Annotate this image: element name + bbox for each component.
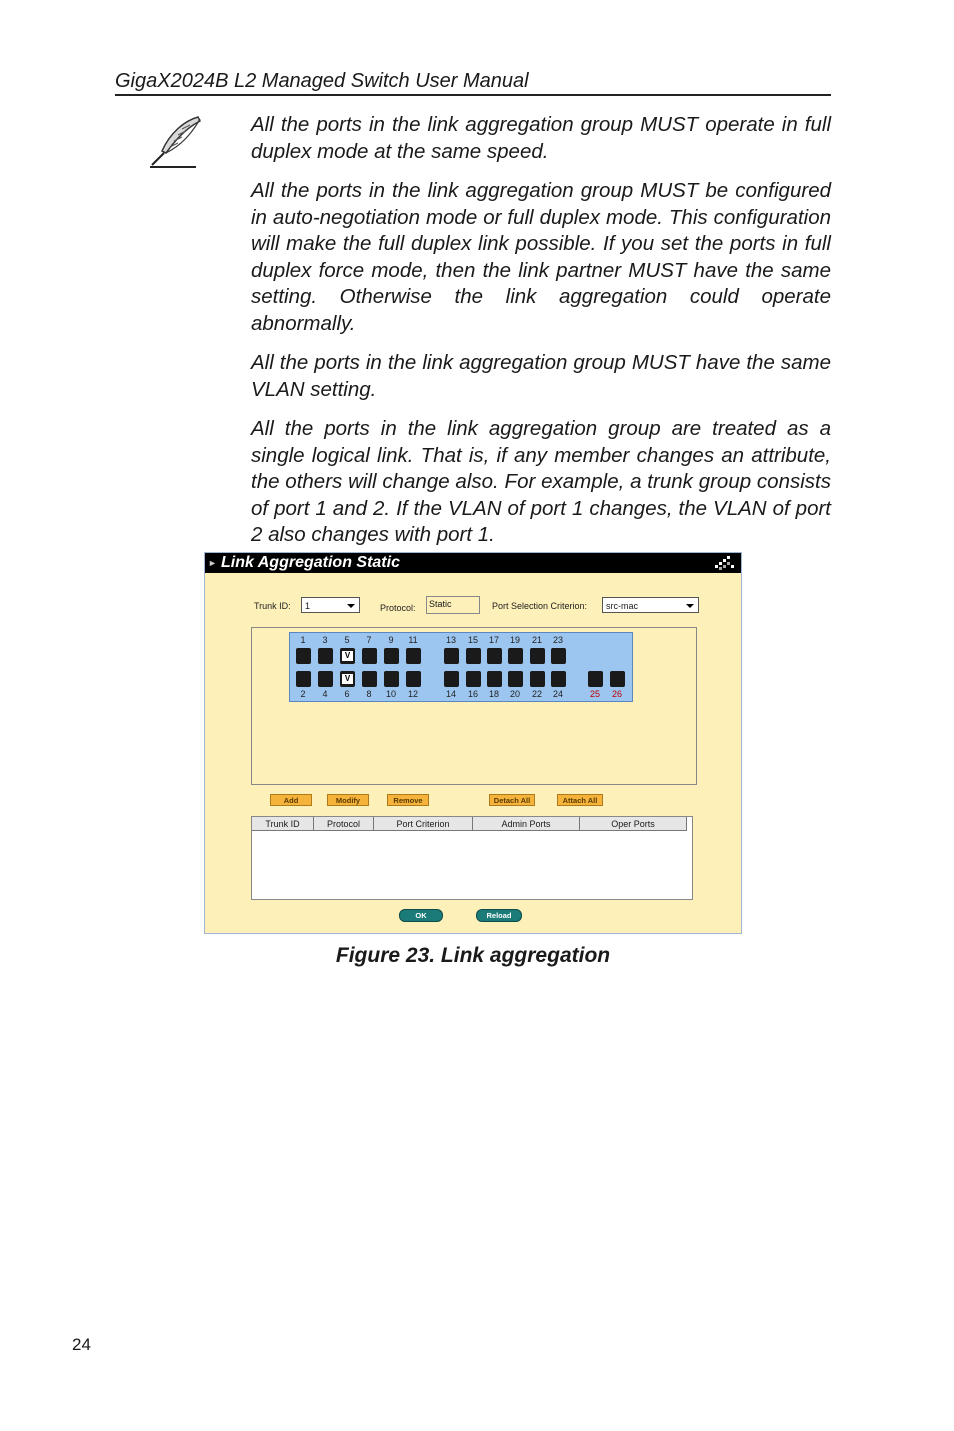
port-member-mark: V xyxy=(342,674,353,684)
port-number: 22 xyxy=(531,689,542,699)
port-4[interactable] xyxy=(318,671,333,687)
port-number: 7 xyxy=(366,635,372,645)
port-24[interactable] xyxy=(551,671,566,687)
port-17[interactable] xyxy=(487,648,502,664)
port-number: 12 xyxy=(407,689,418,699)
port-number: 16 xyxy=(467,689,478,699)
column-header-port-criterion[interactable]: Port Criterion xyxy=(374,817,473,831)
trunk-table xyxy=(251,816,693,900)
port-21[interactable] xyxy=(530,648,545,664)
remove-button[interactable]: Remove xyxy=(387,794,429,806)
column-header-admin-ports[interactable]: Admin Ports xyxy=(473,817,580,831)
port-number: 6 xyxy=(344,689,350,699)
port-number: 3 xyxy=(322,635,328,645)
port-7[interactable] xyxy=(362,648,377,664)
criterion-label: Port Selection Criterion: xyxy=(492,601,588,611)
port-number: 9 xyxy=(388,635,394,645)
port-number: 8 xyxy=(366,689,372,699)
port-number: 2 xyxy=(300,689,306,699)
port-number: 24 xyxy=(552,689,563,699)
title-arrow-icon: ► xyxy=(208,558,217,568)
port-11[interactable] xyxy=(406,648,421,664)
add-button[interactable]: Add xyxy=(270,794,312,806)
port-15[interactable] xyxy=(466,648,481,664)
port-9[interactable] xyxy=(384,648,399,664)
protocol-field[interactable]: Static xyxy=(426,596,480,614)
port-10[interactable] xyxy=(384,671,399,687)
column-header-protocol[interactable]: Protocol xyxy=(314,817,374,831)
port-number: 10 xyxy=(385,689,396,699)
port-panel xyxy=(289,632,633,702)
trunk-id-label: Trunk ID: xyxy=(254,601,291,611)
modify-button[interactable]: Modify xyxy=(327,794,369,806)
ok-button[interactable]: OK xyxy=(399,909,443,922)
figure-caption: Figure 23. Link aggregation xyxy=(335,944,611,967)
page-number: 24 xyxy=(72,1335,91,1354)
note-paragraph: All the ports in the link aggregation group MUST be configured in auto-negotiation mode or full duplex mode. This configuration will make the full duplex link possible. If you set the ports in full duplex force mode, then the link partner MUST have the same setting. Otherwise the link aggregation could operate abnormally. xyxy=(251,179,831,335)
chevron-down-icon xyxy=(347,604,355,608)
link-aggregation-screenshot xyxy=(204,552,742,934)
port-number: 17 xyxy=(488,635,499,645)
window-title: Link Aggregation Static xyxy=(221,554,400,571)
port-20[interactable] xyxy=(508,671,523,687)
port-number: 14 xyxy=(445,689,456,699)
port-14[interactable] xyxy=(444,671,459,687)
criterion-select[interactable] xyxy=(602,597,699,613)
port-member-mark: V xyxy=(342,651,353,661)
protocol-label: Protocol: xyxy=(380,603,416,613)
port-6[interactable] xyxy=(340,671,355,687)
note-paragraph: All the ports in the link aggregation group are treated as a single logical link. That is, if any member changes an attribute, the others will change also. For example, a trunk group consists of port 1 and 2. If the VLAN of port 1 changes, the VLAN of port 2 also changes with port 1. xyxy=(251,417,831,546)
port-number: 23 xyxy=(552,635,563,645)
column-header-oper-ports[interactable]: Oper Ports xyxy=(580,817,687,831)
port-number: 21 xyxy=(531,635,542,645)
port-number: 18 xyxy=(488,689,499,699)
port-8[interactable] xyxy=(362,671,377,687)
port-2[interactable] xyxy=(296,671,311,687)
chevron-down-icon xyxy=(686,604,694,608)
port-13[interactable] xyxy=(444,648,459,664)
port-number: 20 xyxy=(509,689,520,699)
port-16[interactable] xyxy=(466,671,481,687)
port-number: 11 xyxy=(408,635,418,645)
port-18[interactable] xyxy=(487,671,502,687)
port-number: 15 xyxy=(467,635,478,645)
detach-all-button[interactable]: Detach All xyxy=(489,794,535,806)
notes-block xyxy=(251,112,831,562)
attach-all-button[interactable]: Attach All xyxy=(557,794,603,806)
port-26[interactable] xyxy=(610,671,625,687)
note-paragraph: All the ports in the link aggregation group MUST have the same VLAN setting. xyxy=(251,351,831,401)
port-number: 13 xyxy=(445,635,456,645)
port-23[interactable] xyxy=(551,648,566,664)
window-titlebar xyxy=(205,553,741,573)
criterion-value: src-mac xyxy=(606,601,638,611)
trunk-id-select[interactable] xyxy=(301,597,360,613)
reload-button[interactable]: Reload xyxy=(476,909,522,922)
port-25[interactable] xyxy=(588,671,603,687)
port-number: 19 xyxy=(509,635,520,645)
port-1[interactable] xyxy=(296,648,311,664)
brand-logo-icon xyxy=(711,555,735,571)
column-header-trunk-id[interactable]: Trunk ID xyxy=(252,817,314,831)
port-19[interactable] xyxy=(508,648,523,664)
running-header: GigaX2024B L2 Managed Switch User Manual xyxy=(115,70,831,96)
port-3[interactable] xyxy=(318,648,333,664)
note-paragraph: All the ports in the link aggregation group MUST operate in full duplex mode at the same speed. xyxy=(251,113,831,163)
port-number: 4 xyxy=(322,689,328,699)
trunk-id-value: 1 xyxy=(305,601,311,611)
port-5[interactable] xyxy=(340,648,355,664)
port-number: 1 xyxy=(300,635,306,645)
port-number: 25 xyxy=(589,689,600,699)
port-number: 26 xyxy=(611,689,622,699)
port-12[interactable] xyxy=(406,671,421,687)
feather-pen-note-icon xyxy=(148,113,204,171)
port-number: 5 xyxy=(344,635,350,645)
port-22[interactable] xyxy=(530,671,545,687)
